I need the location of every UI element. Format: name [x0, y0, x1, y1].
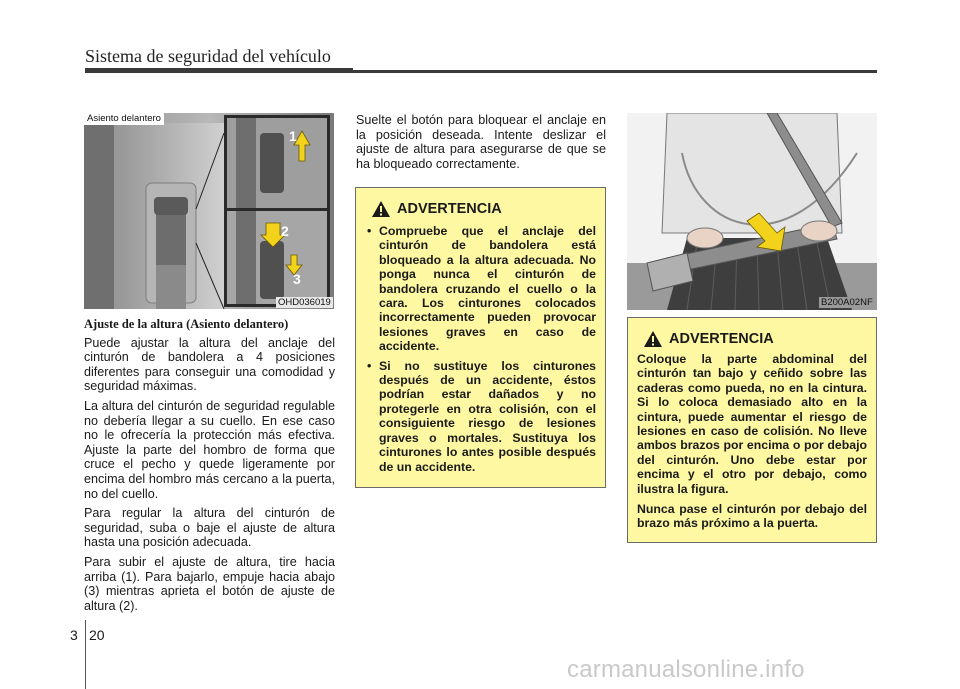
warning-icon	[371, 200, 391, 218]
warning-item: • Si no sustituye los cinturones después de un accidente, éstos podrían estar dañados y no protegerle en otra colisión, con el consiguiente riesgo de lesiones graves o mortales. Sustituya los cinturones lo antes posible después de un accidente.	[365, 359, 596, 474]
warning-paragraph: Coloque la parte abdominal del cinturón tan bajo y ceñido sobre las caderas como pueda, no en la cintura. Si lo coloca demasiado alto en la cintura, puede aumentar el riesgo de lesiones en caso de colisión. No lleve ambos brazos por encima o por debajo del cinturón. Uno debe estar por encima y el otro por debajo, como ilustra la figura.	[637, 352, 867, 496]
section-subheading: Ajuste de la altura (Asiento delantero)	[84, 317, 289, 331]
paragraph: La altura del cinturón de seguridad regulable no debería llegar a su cuello. En ese caso no le ofrecería la protección más efectiva. Ajuste la parte del hombro de forma que cruce el pecho y quede ligeramente por encima del hombro más cercano a la puerta, no del cuello.	[84, 398, 335, 501]
paragraph: Suelte el botón para bloquear el anclaje en la posición deseada. Intente deslizar el ajuste de altura para asegurarse de que se ha bloqueado correctamente.	[356, 113, 606, 171]
watermark: carmanualsonline.info	[567, 656, 805, 683]
callout-2: 2	[281, 223, 289, 239]
lap-belt-illustration	[627, 113, 877, 310]
callout-1: 1	[289, 128, 297, 144]
middle-column-text	[356, 113, 606, 176]
page-title: Sistema de seguridad del vehículo	[85, 46, 331, 66]
figure-label: Asiento delantero	[84, 113, 164, 125]
figure-lap-belt	[627, 113, 877, 310]
warning-box-anchor	[355, 187, 606, 488]
header-rule	[85, 70, 877, 73]
warning-icon	[643, 330, 663, 348]
callout-3: 3	[293, 271, 301, 287]
figure-code: B200A02NF	[821, 297, 873, 308]
figure-code: OHD036019	[278, 297, 331, 308]
left-column	[84, 317, 335, 618]
section-number: 3	[70, 627, 78, 643]
figure-height-adjuster	[84, 113, 334, 309]
paragraph: Para regular la altura del cinturón de seguridad, suba o baje el ajuste de altura hasta una posición adecuada.	[84, 506, 335, 550]
paragraph: Para subir el ajuste de altura, tire hacia arriba (1). Para bajarlo, empuje hacia abajo (3) mientras aprieta el botón de ajuste de altura (2).	[84, 554, 335, 613]
footer-rule	[85, 620, 86, 689]
warning-paragraph: Nunca pase el cinturón por debajo del brazo más próximo a la puerta.	[637, 502, 867, 531]
warning-box-lap-belt	[627, 317, 877, 543]
warning-title: ADVERTENCIA	[669, 331, 774, 347]
warning-title: ADVERTENCIA	[397, 201, 502, 217]
page-number: 20	[89, 627, 105, 643]
warning-item: • Compruebe que el anclaje del cinturón de bandolera está bloqueado a la altura adecuada. No ponga nunca el cinturón de bandolera cruzando el cuello o la cara. Los cinturones colocados incorrectamente pueden provocar lesiones graves en caso de accidente.	[365, 224, 596, 354]
paragraph: Puede ajustar la altura del anclaje del cinturón de bandolera a 4 posiciones diferentes para conseguir una comodidad y seguridad máximas.	[84, 335, 335, 394]
